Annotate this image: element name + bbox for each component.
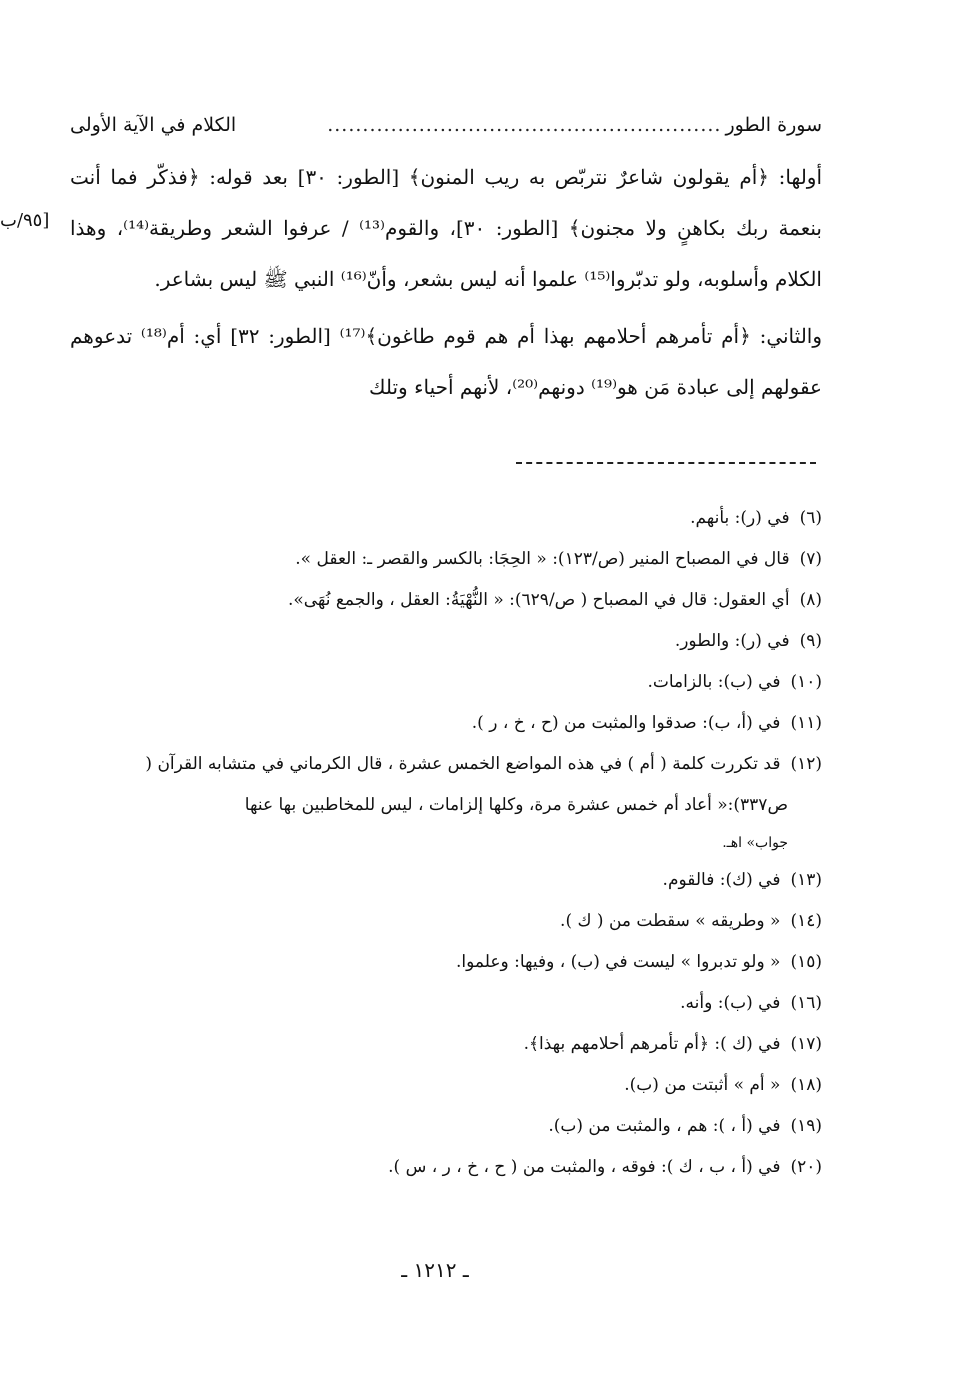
footnote-item bbox=[60, 621, 822, 662]
footnote-text: في (ر): والطور. bbox=[674, 631, 790, 651]
footnote-text: في (أ ، ): هم ، والمثبت من (ب). bbox=[548, 1116, 781, 1136]
footnotes-list bbox=[60, 498, 822, 1188]
footnote-number: (٦) bbox=[799, 508, 822, 528]
footnote-number: (٨) bbox=[799, 590, 822, 610]
main-text bbox=[70, 152, 822, 413]
footnote-item bbox=[60, 703, 822, 744]
footnote-item bbox=[60, 860, 822, 901]
page-number: ـ ١٢١٢ ـ bbox=[401, 1258, 469, 1282]
header-leader-dots: ........................................................ bbox=[327, 114, 722, 136]
footnote-text: في (ر): بأنهم. bbox=[690, 508, 790, 528]
footnote-number: (٧) bbox=[799, 549, 822, 569]
footnote-text: « ولو تدبروا » ليست في (ب) ، وفيها: وعلموا. bbox=[456, 952, 781, 972]
footnote-text: قال في المصباح المنير (ص/١٢٣): « الحِجَا: بالكسر والقصر ـ: العقل ». bbox=[295, 549, 790, 569]
footnote-number: (١٠) bbox=[790, 672, 822, 692]
footnote-number: (١١) bbox=[790, 713, 822, 733]
paragraph-first: أولها: ﴿أم يقولون شاعرٌ نتربّص به ريب المنون﴾ [الطور: ٣٠] بعد قوله: ﴿فذكّر فما أنت بنعمة ربك بكاهنٍ ولا مجنون﴾ [الطور: ٣٠]، والقوم⁽¹³⁾ / عرفوا الشعر وطريقة⁽¹⁴⁾، وهذا الكلام وأسلوبه، ولو تدبّروا⁽¹⁵⁾ علموا أنه ليس بشعر، وأنّ⁽¹⁶⁾ النبي ﷺ ليس بشاعر. bbox=[70, 165, 822, 291]
footnote-item bbox=[60, 1106, 822, 1147]
footnote-item bbox=[60, 498, 822, 539]
footnote-number: (١٤) bbox=[790, 911, 822, 931]
footnote-number: (٢٠) bbox=[790, 1157, 822, 1177]
sura-title: سورة الطور bbox=[725, 114, 822, 136]
footnote-item bbox=[60, 901, 822, 942]
footnote-text: في (ك ): ﴿أم تأمرهم أحلامهم بهذا﴾. bbox=[523, 1034, 781, 1054]
footnote-item bbox=[60, 1147, 822, 1188]
footnote-number: (١٩) bbox=[790, 1116, 822, 1136]
manuscript-folio-reference: [٩٥/ب bbox=[0, 210, 50, 231]
footnote-item bbox=[60, 1065, 822, 1106]
footnote-number: (١٢) bbox=[790, 754, 822, 774]
footnote-text: في (ك): فالقوم. bbox=[662, 870, 781, 890]
running-header bbox=[70, 108, 822, 142]
footnote-text: « أم » أثبتت من (ب). bbox=[624, 1075, 781, 1095]
footnote-separator bbox=[516, 462, 816, 464]
footnote-text: في (أ ، ب ، ك ): فوقه ، والمثبت من ( ح ، خ ، ر ، س ). bbox=[388, 1157, 781, 1177]
footnote-item bbox=[60, 580, 822, 621]
footnote-text: في (ب): وأنه. bbox=[680, 993, 781, 1013]
footnote-text: أي العقول: قال في المصباح ( ص/٦٢٩): « النُّهْيَةُ: العقل ، والجمع نُهَى». bbox=[287, 590, 790, 610]
footnote-continuation: جواب» اهـ. bbox=[722, 835, 788, 851]
footnote-number: (١٥) bbox=[790, 952, 822, 972]
footnote-number: (١٦) bbox=[790, 993, 822, 1013]
footnote-item bbox=[60, 1024, 822, 1065]
footnote-item bbox=[60, 983, 822, 1024]
footnote-text: « وطريقه » سقطت من ( ك ). bbox=[560, 911, 781, 931]
footnote-item bbox=[60, 744, 822, 785]
footnote-number: (١٧) bbox=[790, 1034, 822, 1054]
footnote-text: قد تكررت كلمة ( أم ) في هذه المواضع الخمس عشرة ، قال الكرماني في متشابه القرآن ( bbox=[145, 754, 781, 774]
footnote-continuation: ص٣٣٧):« أعاد أم خمس عشرة مرة، وكلها إلزامات ، ليس للمخاطبين بها عنها bbox=[244, 795, 788, 815]
footnote-text: في (ب): بالزامات. bbox=[647, 672, 781, 692]
footnote-item bbox=[60, 539, 822, 580]
paragraph-second: والثاني: ﴿أم تأمرهم أحلامهم بهذا أم هم قوم طاغون﴾⁽¹⁷⁾ [الطور: ٣٢] أي: أم⁽¹⁸⁾ تدعوهم عقولهم إلى عبادة مَن هو⁽¹⁹⁾ دونهم⁽²⁰⁾، لأنهم أحياء وتلك bbox=[70, 324, 822, 399]
footnote-number: (١٨) bbox=[790, 1075, 822, 1095]
footnote-text: في (أ، ب): صدقوا والمثبت من (ح ، خ ، ر ). bbox=[471, 713, 781, 733]
section-title: الكلام في الآية الأولى bbox=[70, 114, 237, 136]
footnote-item bbox=[60, 662, 822, 703]
footnote-number: (٩) bbox=[799, 631, 822, 651]
footnote-number: (١٣) bbox=[790, 870, 822, 890]
footnote-item bbox=[60, 942, 822, 983]
